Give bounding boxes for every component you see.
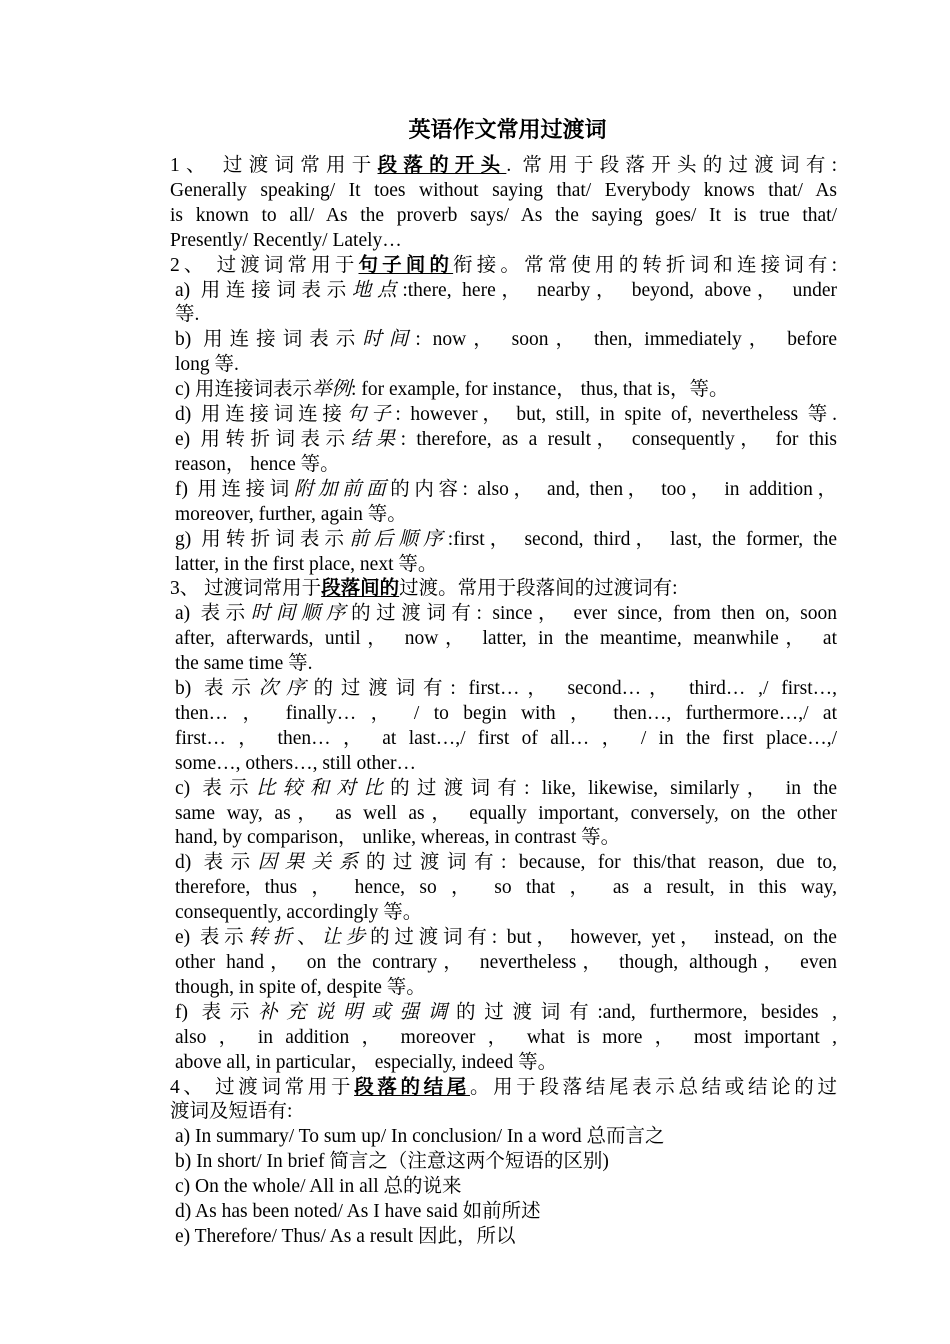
text-run: 渡词及短语有: bbox=[170, 1101, 293, 1123]
text-run: : now， soon， then, immediately， before bbox=[415, 329, 837, 351]
text-run: 的过渡词有: because, for this/that reason, due to, bbox=[365, 852, 837, 874]
text-line bbox=[170, 204, 837, 229]
text-run: long 等. bbox=[175, 354, 239, 376]
text-line bbox=[170, 1200, 837, 1225]
text-run: b) 用连接词表示 bbox=[175, 329, 363, 351]
section-4 bbox=[170, 1076, 837, 1250]
text-line bbox=[170, 1001, 837, 1026]
text-line bbox=[170, 1051, 837, 1076]
text-run: first… ， then… ， at last…,/ first of all… ， / in the first place…,/ bbox=[175, 727, 837, 749]
text-run: 3、 过渡词常用于 bbox=[170, 578, 322, 600]
text-run: 的过渡词有: first…， second…， third… ,/ first…, bbox=[313, 678, 837, 700]
emphasis-text: 句子间的 bbox=[358, 254, 454, 276]
text-run: 。用于段落结尾表示总结或结论的过 bbox=[469, 1076, 837, 1098]
text-run: 2、 过渡词常用于 bbox=[170, 254, 359, 276]
text-line bbox=[170, 951, 837, 976]
section-1 bbox=[170, 154, 837, 254]
text-run: 等. bbox=[175, 304, 200, 326]
text-run: 过渡。常用于段落间的过渡词有: bbox=[399, 578, 678, 600]
document-title: 英语作文常用过渡词 bbox=[408, 117, 607, 142]
text-line bbox=[170, 826, 837, 851]
section-3 bbox=[170, 577, 837, 1075]
text-run: a) 表示 bbox=[175, 603, 251, 625]
text-run: 的过渡词有: since， ever since, from then on, soon bbox=[351, 603, 837, 625]
text-line bbox=[170, 577, 837, 602]
text-run: e) 表示 bbox=[175, 927, 249, 949]
text-run: is known to all/ As the proverb says/ As the saying goes/ It is true that/ bbox=[170, 204, 837, 226]
text-run: reason， hence 等。 bbox=[175, 453, 340, 475]
italic-term: 时间 bbox=[362, 329, 416, 351]
text-line bbox=[170, 403, 837, 428]
text-run: after, afterwards, until， now， latter, in the meantime, meanwhile， at bbox=[175, 628, 837, 650]
text-run: 的过渡词有: but， however, yet， instead, on the bbox=[370, 927, 837, 949]
text-line bbox=[170, 652, 837, 677]
text-line bbox=[170, 328, 837, 353]
text-line bbox=[170, 254, 837, 279]
text-line bbox=[170, 802, 837, 827]
text-run: d) As has been noted/ As I have said 如前所述 bbox=[175, 1201, 541, 1223]
text-line bbox=[170, 851, 837, 876]
text-run: Generally speaking/ It toes without saying that/ Everybody knows that/ As bbox=[170, 179, 837, 201]
text-run: other hand， on the contrary， nevertheless， though, although， even bbox=[175, 952, 837, 973]
text-line bbox=[170, 528, 837, 553]
text-run: g) 用转折词表示 bbox=[175, 528, 350, 550]
text-run: : therefore, as a result， consequently， for this bbox=[400, 428, 837, 450]
italic-term: 地点 bbox=[351, 279, 403, 301]
italic-term: 让步 bbox=[321, 927, 371, 949]
text-run: f) 用连接词 bbox=[175, 478, 294, 500]
text-line bbox=[170, 1150, 837, 1175]
emphasis-text: 段落的结尾 bbox=[354, 1076, 470, 1098]
text-run: 的过渡词有:and, furthermore, besides , bbox=[456, 1001, 837, 1023]
text-run: latter, in the first place, next 等。 bbox=[175, 553, 438, 575]
text-line bbox=[170, 976, 837, 1001]
text-run: 的内容: also， and, then， too， in addition， bbox=[390, 478, 837, 500]
text-run: b) In short/ In brief 简言之（注意这两个短语的区别) bbox=[175, 1151, 609, 1173]
text-run: . 常用于段落开头的过渡词有: bbox=[506, 155, 837, 176]
text-line bbox=[170, 353, 837, 378]
text-run: e) Therefore/ Thus/ As a result 因此，所以 bbox=[175, 1225, 516, 1247]
text-line bbox=[170, 876, 837, 901]
text-line bbox=[170, 1125, 837, 1150]
text-line bbox=[170, 154, 837, 179]
italic-term: 转折 bbox=[248, 927, 298, 949]
text-line bbox=[170, 453, 837, 478]
text-line bbox=[170, 1225, 837, 1250]
text-run: Presently/ Recently/ Lately… bbox=[170, 229, 402, 251]
text-run: :first， second, third， last, the former, the bbox=[447, 528, 837, 550]
text-line bbox=[170, 901, 837, 926]
text-run: hand, by comparison， unlike, whereas, in contrast 等。 bbox=[175, 827, 621, 849]
text-line bbox=[170, 553, 837, 578]
text-line bbox=[170, 478, 837, 503]
italic-term: 次序 bbox=[258, 678, 314, 700]
text-run: :there, here， nearby， beyond, above， under bbox=[402, 279, 837, 301]
text-run: consequently, accordingly 等。 bbox=[175, 902, 423, 924]
section-2 bbox=[170, 254, 837, 578]
text-run: 1、 过渡词常用于 bbox=[170, 155, 378, 176]
text-run: 衔接。常常使用的转折词和连接词有: bbox=[453, 254, 837, 276]
italic-term: 时间顺序 bbox=[250, 603, 352, 625]
text-run: c) On the whole/ All in all 总的说来 bbox=[175, 1176, 462, 1198]
text-line bbox=[170, 752, 837, 777]
text-line bbox=[170, 677, 837, 702]
text-line bbox=[170, 503, 837, 528]
text-run: some…, others…, still other… bbox=[175, 752, 417, 774]
document-page bbox=[170, 112, 837, 1250]
text-line bbox=[170, 926, 837, 951]
text-run: e) 用转折词表示 bbox=[175, 428, 351, 450]
text-line bbox=[170, 179, 837, 204]
text-run: same way, as， as well as， equally important, conversely, on the other bbox=[175, 802, 837, 824]
italic-term: 因果关系 bbox=[257, 852, 366, 874]
text-line bbox=[170, 279, 837, 304]
document-body bbox=[170, 154, 837, 1250]
italic-term: 附加前面 bbox=[293, 478, 391, 500]
text-run: 的过渡词有: like, likewise, similarly， in the bbox=[390, 777, 837, 799]
italic-term: 补充说明或强调 bbox=[258, 1001, 457, 1023]
text-run: 4、 过渡词常用于 bbox=[170, 1076, 355, 1098]
text-line bbox=[170, 702, 837, 727]
text-line bbox=[170, 1175, 837, 1200]
text-line bbox=[170, 727, 837, 752]
text-run: f) 表示 bbox=[175, 1001, 259, 1023]
text-run: moreover, further, again 等。 bbox=[175, 503, 407, 525]
italic-term: 结果 bbox=[350, 428, 401, 450]
text-run: the same time 等. bbox=[175, 653, 313, 675]
text-run: b) 表示 bbox=[175, 678, 259, 700]
text-line bbox=[170, 777, 837, 802]
emphasis-text: 段落的开头 bbox=[377, 155, 507, 176]
text-line bbox=[170, 303, 837, 328]
italic-term: 前后顺序 bbox=[349, 528, 448, 550]
text-run: c) 表示 bbox=[175, 777, 256, 799]
text-run: 、 bbox=[297, 927, 322, 949]
text-line bbox=[170, 378, 837, 403]
text-line bbox=[170, 602, 837, 627]
italic-term: 句子 bbox=[346, 404, 396, 426]
text-run: though, in spite of, despite 等。 bbox=[175, 976, 426, 998]
text-run: a) 用连接词表示 bbox=[175, 279, 352, 301]
emphasis-text: 段落间的 bbox=[321, 578, 400, 600]
text-line bbox=[170, 627, 837, 652]
text-run: then… ， finally… ， / to begin with ， then…, furthermore…,/ at bbox=[175, 702, 837, 724]
text-run: a) In summary/ To sum up/ In conclusion/ In a word 总而言之 bbox=[175, 1126, 665, 1148]
text-run: therefore, thus ， hence, so ， so that ， as a result, in this way, bbox=[175, 877, 837, 899]
text-line bbox=[170, 428, 837, 453]
italic-term: 比较和对比 bbox=[255, 777, 391, 799]
text-run: c) 用连接词表示 bbox=[175, 379, 313, 401]
text-run: : for example, for instance， thus, that is，等。 bbox=[351, 379, 729, 401]
text-run: : however， but, still, in spite of, nevertheless 等. bbox=[395, 404, 837, 426]
italic-term: 举例 bbox=[312, 379, 352, 401]
text-run: d) 用连接词连接 bbox=[175, 404, 347, 426]
text-line bbox=[170, 229, 837, 254]
text-line bbox=[170, 1026, 837, 1051]
text-run: above all, in particular， especially, indeed 等。 bbox=[175, 1051, 558, 1073]
text-line bbox=[170, 1076, 837, 1101]
text-run: d) 表示 bbox=[175, 852, 258, 874]
text-line bbox=[170, 1100, 837, 1125]
text-run: also ， in addition ， moreover ， what is more ， most important , bbox=[175, 1026, 837, 1048]
